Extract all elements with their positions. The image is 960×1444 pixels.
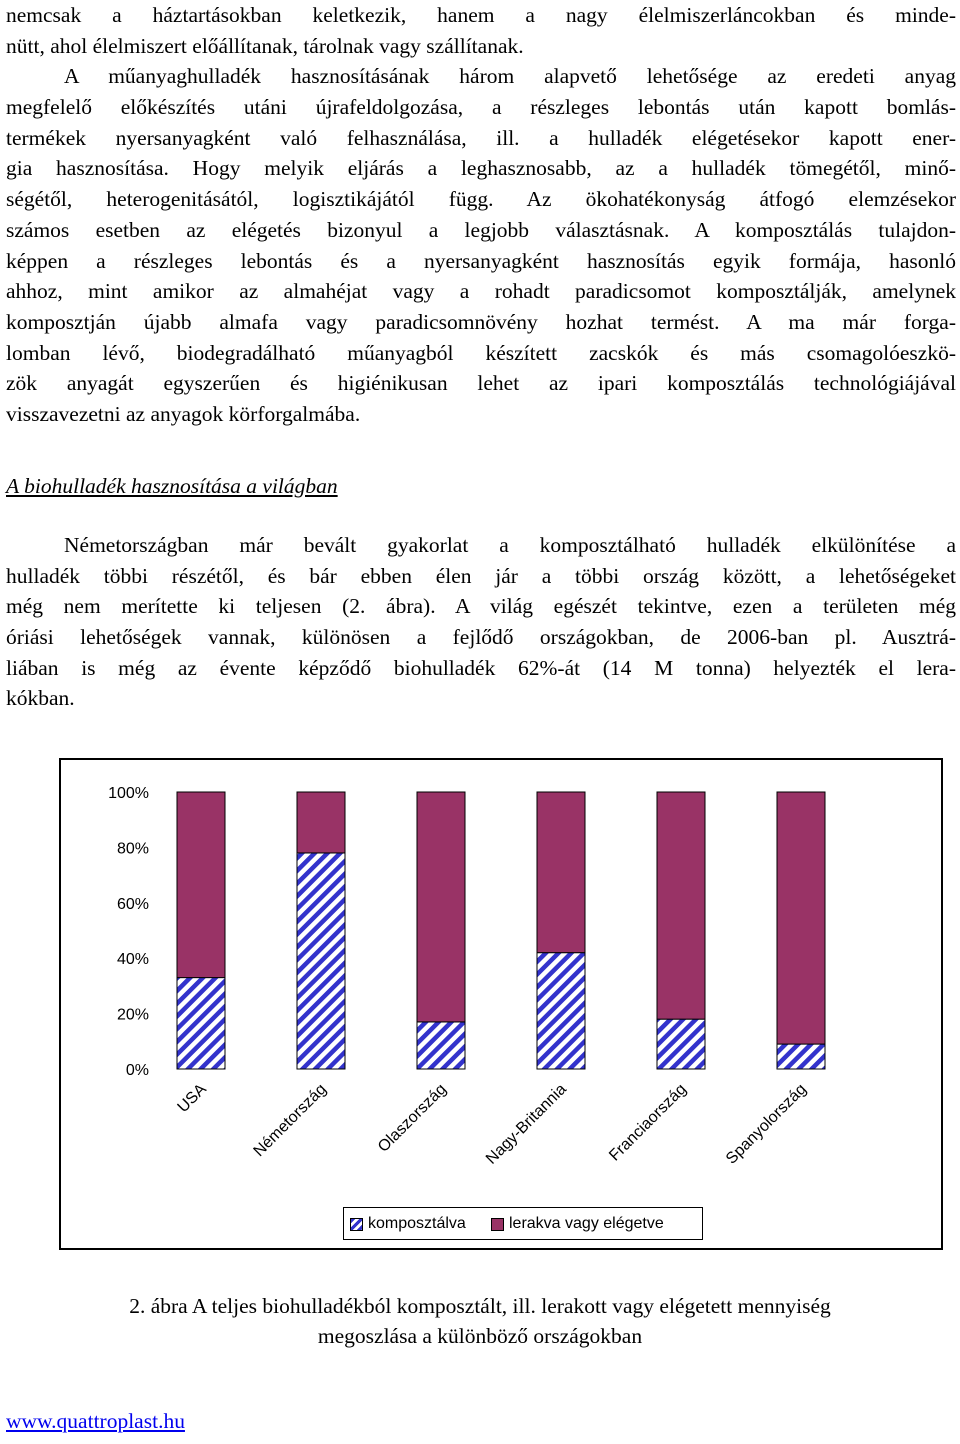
paragraph1-line: termékek nyersanyagként való felhasználása, ill. a hulladék elégetésekor kapott ener- [6, 125, 956, 150]
paragraph1-line: lomban lévő, biodegradálható műanyagból készített zacskók és más csomagolóeszkö- [6, 340, 956, 365]
x-category-label: Olaszország [374, 1080, 450, 1156]
section-heading: A biohulladék hasznosítása a világban [6, 474, 338, 498]
paragraph1-line: A műanyaghulladék hasznosításának három alapvető lehetősége az eredeti anyag [64, 64, 956, 89]
paragraph1-line: gia hasznosítása. Hogy melyik eljárás a leghasznosabb, az a hulladék tömegétől, minő- [6, 156, 956, 181]
y-tick-label: 0% [125, 1062, 149, 1079]
paragraph1-line: nütt, ahol élelmiszert előállítanak, tárolnak vagy szállítanak. [6, 33, 524, 58]
paragraph1-line: komposztján újabb almafa vagy paradicsomnövény hozhat termést. A ma már forga- [6, 309, 956, 334]
bar-segment-composted [537, 953, 585, 1069]
chart-frame [59, 758, 943, 1250]
paragraph1-line: képpen a részleges lebontás és a nyersanyagként hasznosítás egyik formája, hasonló [6, 248, 956, 273]
x-category-label: Spanyolország [722, 1080, 810, 1168]
y-tick-label: 40% [116, 951, 149, 969]
bar-segment-composted [417, 1022, 465, 1069]
legend-label-landfilled: lerakva vagy elégetve [509, 1215, 664, 1232]
paragraph2-line: hulladék többi részétől, és bár ebben élen jár a többi ország között, a lehetőségeket [6, 563, 956, 588]
bar-segment-composted [177, 978, 225, 1069]
paragraph2-line: még nem merítette ki teljesen (2. ábra). A világ egészét tekintve, ezen a területen még [6, 594, 956, 619]
x-category-label: Franciaország [606, 1080, 690, 1165]
stacked-bar-chart [61, 760, 941, 1248]
caption-line-2: megoszlása a különböző országokban [317, 1324, 643, 1348]
bar-segment-landfilled [657, 792, 705, 1019]
paragraph2-line: Németországban már bevált gyakorlat a komposztálható hulladék elkülönítése a [64, 533, 956, 557]
paragraph2-line: liában is még az évente képződő biohulladék 62%-át (14 M tonna) helyezték el lera- [6, 655, 956, 680]
bar-segment-composted [657, 1019, 705, 1069]
x-category-label: Németország [250, 1080, 330, 1161]
legend-item-composted [350, 1215, 466, 1233]
paragraph1-line: nemcsak a háztartásokban keletkezik, hanem a nagy élelmiszerláncokban és minde- [6, 3, 956, 27]
legend-item-landfilled [491, 1215, 664, 1233]
bar-segment-composted [297, 853, 345, 1069]
paragraph1-line: zök anyagát egyszerűen és higiénikusan lehet az ipari komposztálás technológiájával [6, 371, 956, 396]
legend-swatch-composted [350, 1218, 363, 1231]
bar-segment-landfilled [177, 792, 225, 978]
bar-segment-landfilled [297, 792, 345, 853]
paragraph2-line: kókban. [6, 686, 75, 711]
y-tick-label: 60% [116, 895, 149, 913]
bar-segment-landfilled [417, 792, 465, 1022]
footer-website-link[interactable]: www.quattroplast.hu [6, 1409, 185, 1433]
paragraph1-line: számos esetben az elégetés bizonyul a legjobb választásnak. A komposztálás tulajdon- [6, 217, 956, 242]
body-paragraph-2 [6, 530, 956, 714]
y-tick-label: 80% [116, 840, 149, 858]
chart-legend [343, 1207, 703, 1240]
paragraph1-line: ségétől, heterogenitásától, logisztikájától függ. Az ökohatékonyság átfogó elemzésekor [6, 187, 956, 212]
x-category-label: USA [174, 1080, 210, 1117]
paragraph1-line: megfelelő előkészítés utáni újrafeldolgozása, a részleges lebontás után kapott bomlás- [6, 95, 956, 120]
x-category-label: Nagy-Britannia [482, 1080, 570, 1168]
paragraph2-line: óriási lehetőségek vannak, különösen a fejlődő országokban, de 2006-ban pl. Ausztrá- [6, 625, 956, 650]
bar-segment-composted [777, 1044, 825, 1069]
paragraph1-line: visszavezetni az anyagok körforgalmába. [6, 401, 361, 426]
legend-label-composted: komposztálva [368, 1215, 466, 1232]
figure-caption [0, 1291, 960, 1351]
bar-segment-landfilled [777, 792, 825, 1044]
caption-line-1: 2. ábra A teljes biohulladékból komposztált, ill. lerakott vagy elégetett mennyiség [129, 1294, 831, 1318]
y-tick-label: 20% [116, 1006, 149, 1024]
bar-segment-landfilled [537, 792, 585, 953]
legend-swatch-landfilled [491, 1218, 504, 1231]
paragraph1-line: ahhoz, mint amikor az almahéjat vagy a rohadt paradicsomot komposztálják, amelynek [6, 279, 956, 304]
y-tick-label: 100% [108, 785, 149, 802]
body-paragraph-1 [6, 0, 956, 430]
